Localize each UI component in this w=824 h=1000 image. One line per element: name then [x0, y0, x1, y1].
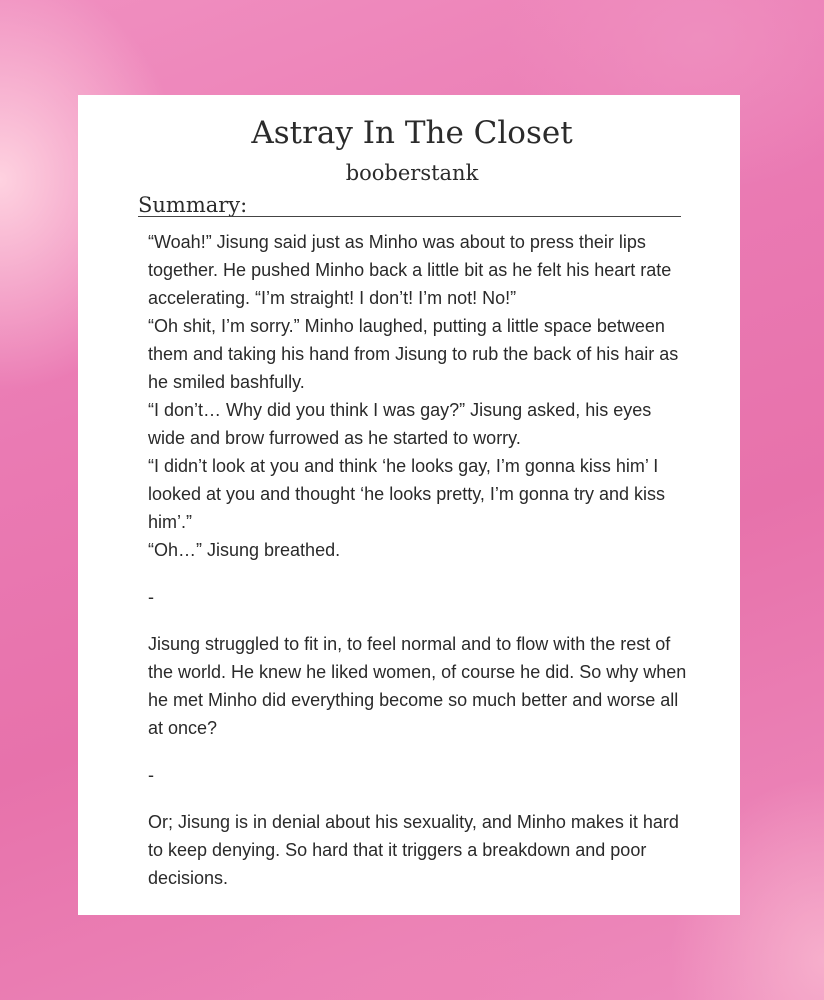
summary-paragraph: Jisung struggled to fit in, to feel normal and to flow with the rest of the world. He knew he liked women, of course he did. So why when he met Minho did everything become so much better and worse all at once? [148, 634, 687, 738]
summary-paragraph: “Oh shit, I’m sorry.” Minho laughed, putting a little space between them and taking his hand from Jisung to rub the back of his hair as he smiled bashfully. [148, 316, 679, 392]
work-author: booberstank [345, 161, 479, 185]
summary-divider [138, 216, 681, 217]
work-title: Astray In The Closet [251, 115, 573, 151]
summary-body [148, 228, 688, 892]
section-separator: - [148, 765, 154, 785]
summary-paragraph: “Oh…” Jisung breathed. [148, 540, 341, 560]
summary-paragraph: Or; Jisung is in denial about his sexuality, and Minho makes it hard to keep denying. So hard that it triggers a breakdown and poor decisions. [148, 812, 679, 888]
summary-paragraph: “I don’t… Why did you think I was gay?” Jisung asked, his eyes wide and brow furrowed as he started to worry. [148, 400, 652, 448]
summary-paragraph: “Woah!” Jisung said just as Minho was about to press their lips together. He pushed Minho back a little bit as he felt his heart rate accelerating. “I’m straight! I don’t! I’m not! No!” [148, 232, 672, 308]
summary-heading: Summary: [138, 193, 248, 217]
summary-paragraph: “I didn’t look at you and think ‘he looks gay, I’m gonna kiss him’ I looked at you and thought ‘he looks pretty, I’m gonna try and kiss him’.” [148, 456, 665, 532]
section-separator: - [148, 587, 154, 607]
